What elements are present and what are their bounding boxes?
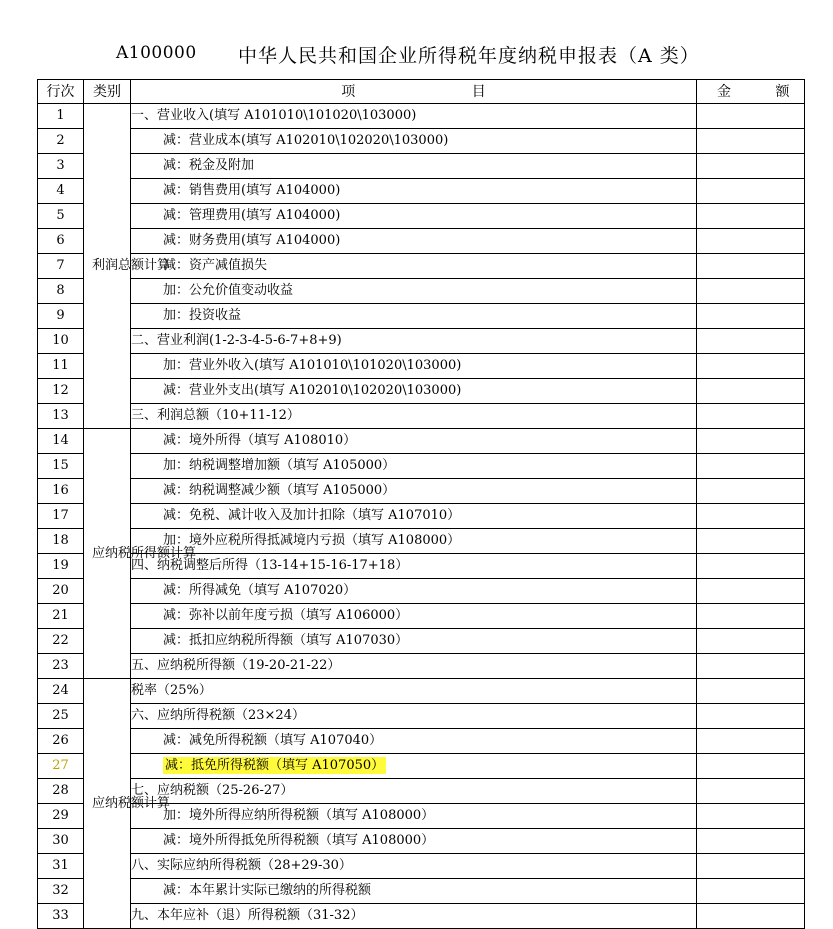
row-number-text: 21 [52, 608, 69, 623]
row-number [38, 229, 84, 254]
table-row [38, 604, 805, 629]
header-item-label: 项 目 [341, 83, 542, 100]
amount-cell[interactable] [697, 829, 805, 854]
table-row [38, 829, 805, 854]
amount-cell[interactable] [697, 854, 805, 879]
item-cell [131, 654, 697, 679]
amount-cell[interactable] [697, 779, 805, 804]
item-cell [131, 229, 697, 254]
item-label: 加：营业外收入(填写 A101010\101020\103000) [163, 358, 462, 373]
item-label: 减：减免所得税额（填写 A107040） [163, 733, 383, 748]
header-category: 类别 [84, 80, 131, 104]
row-number-text: 11 [52, 358, 69, 373]
row-number-text: 26 [52, 733, 69, 748]
category-label: 应纳税额计算 [92, 795, 171, 811]
item-label: 加：投资收益 [163, 308, 242, 323]
table-row [38, 104, 805, 129]
item-label: 减：抵扣应纳税所得额（填写 A107030） [163, 633, 409, 648]
item-cell [131, 629, 697, 654]
row-number [38, 629, 84, 654]
amount-cell[interactable] [697, 754, 805, 779]
item-cell [131, 304, 697, 329]
amount-cell[interactable] [697, 804, 805, 829]
row-number-text: 19 [52, 558, 69, 573]
item-label: 减：资产减值损失 [163, 258, 268, 273]
amount-cell[interactable] [697, 304, 805, 329]
row-number [38, 779, 84, 804]
item-cell [131, 379, 697, 404]
item-label: 税率（25%） [131, 683, 212, 698]
row-number [38, 329, 84, 354]
table-row [38, 879, 805, 904]
table-row [38, 304, 805, 329]
item-cell [131, 354, 697, 379]
table-row [38, 229, 805, 254]
table-row [38, 154, 805, 179]
item-cell [131, 604, 697, 629]
item-cell [131, 254, 697, 279]
row-number [38, 729, 84, 754]
item-cell [131, 579, 697, 604]
item-cell [131, 504, 697, 529]
item-cell [131, 729, 697, 754]
amount-cell[interactable] [697, 629, 805, 654]
row-number [38, 679, 84, 704]
row-number [38, 254, 84, 279]
amount-cell[interactable] [697, 329, 805, 354]
item-label: 减：境外所得抵免所得税额（填写 A108000） [163, 833, 435, 848]
amount-cell[interactable] [697, 504, 805, 529]
row-number [38, 129, 84, 154]
amount-cell[interactable] [697, 279, 805, 304]
row-number-text: 8 [56, 283, 65, 298]
item-cell [131, 154, 697, 179]
row-number [38, 754, 84, 779]
item-label: 加：境外所得应纳所得税额（填写 A108000） [163, 808, 435, 823]
item-cell [131, 529, 697, 554]
header-amount-label: 金 额 [717, 83, 810, 100]
row-number [38, 304, 84, 329]
row-number-text: 17 [52, 508, 69, 523]
row-number [38, 454, 84, 479]
form-code: A100000 [116, 43, 197, 63]
item-cell [131, 479, 697, 504]
form-title [0, 40, 833, 70]
item-cell [131, 754, 697, 779]
table-row [38, 729, 805, 754]
table-row [38, 429, 805, 454]
item-cell [131, 404, 697, 429]
row-number [38, 479, 84, 504]
row-number-text: 33 [52, 908, 69, 923]
row-number-text: 18 [52, 533, 69, 548]
row-number-text: 14 [52, 433, 69, 448]
item-label: 一、营业收入(填写 A101010\101020\103000) [131, 108, 417, 123]
item-label: 九、本年应补（退）所得税额（31-32） [131, 908, 364, 923]
amount-cell[interactable] [697, 104, 805, 129]
item-cell [131, 204, 697, 229]
item-label: 减：抵免所得税额（填写 A107050） [165, 758, 385, 773]
amount-cell[interactable] [697, 579, 805, 604]
item-cell [131, 454, 697, 479]
item-cell [131, 904, 697, 929]
amount-cell[interactable] [697, 654, 805, 679]
item-cell [131, 429, 697, 454]
amount-cell[interactable] [697, 879, 805, 904]
item-label: 减：财务费用(填写 A104000) [163, 233, 341, 248]
table-row [38, 554, 805, 579]
amount-cell[interactable] [697, 904, 805, 929]
row-number-text: 10 [52, 333, 69, 348]
amount-cell[interactable] [697, 679, 805, 704]
row-number [38, 504, 84, 529]
header-amount [697, 80, 810, 104]
item-cell [131, 879, 697, 904]
item-label: 二、营业利润(1-2-3-4-5-6-7+8+9) [131, 333, 342, 348]
item-label: 三、利润总额（10+11-12） [131, 408, 300, 423]
table-row [38, 754, 805, 779]
row-number-text: 22 [52, 633, 69, 648]
row-number [38, 854, 84, 879]
item-label: 减：税金及附加 [163, 158, 255, 173]
category-label: 利润总额计算 [92, 258, 171, 273]
item-label: 减：销售费用(填写 A104000) [163, 183, 341, 198]
item-label: 六、应纳所得税额（23×24） [131, 708, 305, 723]
amount-cell[interactable] [697, 254, 805, 279]
amount-cell[interactable] [697, 179, 805, 204]
table-header-row [38, 80, 805, 104]
row-number [38, 654, 84, 679]
row-number [38, 529, 84, 554]
row-number-text: 31 [52, 858, 69, 873]
row-number-text: 7 [56, 258, 65, 273]
row-number-text: 20 [52, 583, 69, 598]
table-row [38, 629, 805, 654]
row-number [38, 279, 84, 304]
table-row [38, 354, 805, 379]
item-cell [131, 129, 697, 154]
amount-cell[interactable] [697, 229, 805, 254]
amount-cell[interactable] [697, 604, 805, 629]
amount-cell[interactable] [697, 729, 805, 754]
amount-cell[interactable] [697, 379, 805, 404]
row-number [38, 879, 84, 904]
item-label: 加：境外应税所得抵减境内亏损（填写 A108000） [163, 533, 461, 548]
amount-cell[interactable] [697, 204, 805, 229]
row-number [38, 354, 84, 379]
item-cell [131, 329, 697, 354]
table-row [38, 379, 805, 404]
row-number-text: 4 [56, 183, 65, 198]
row-number [38, 579, 84, 604]
row-number-text: 24 [52, 683, 69, 698]
table-row [38, 854, 805, 879]
row-number [38, 704, 84, 729]
row-number [38, 554, 84, 579]
item-label: 减：本年累计实际已缴纳的所得税额 [163, 883, 372, 898]
row-number-text: 12 [52, 383, 69, 398]
row-number-text: 30 [52, 833, 69, 848]
row-number [38, 204, 84, 229]
row-number [38, 104, 84, 129]
item-label: 五、应纳税所得额（19-20-21-22） [131, 658, 341, 673]
item-cell [131, 829, 697, 854]
table-row [38, 329, 805, 354]
table-row [38, 704, 805, 729]
item-label: 减：营业外支出(填写 A102010\102020\103000) [163, 383, 462, 398]
item-label: 四、纳税调整后所得（13-14+15-16-17+18） [131, 558, 409, 573]
amount-cell[interactable] [697, 129, 805, 154]
row-number-text: 15 [52, 458, 69, 473]
amount-cell[interactable] [697, 529, 805, 554]
item-cell [131, 679, 697, 704]
row-number [38, 404, 84, 429]
table-row [38, 404, 805, 429]
item-cell [131, 854, 697, 879]
row-number-text: 1 [56, 108, 65, 123]
table-row [38, 654, 805, 679]
row-number-text: 16 [52, 483, 69, 498]
row-number [38, 804, 84, 829]
row-number [38, 829, 84, 854]
form-name: 中华人民共和国企业所得税年度纳税申报表（A 类） [238, 45, 700, 67]
category-cell [84, 429, 197, 679]
table-row [38, 179, 805, 204]
row-number [38, 179, 84, 204]
row-number-text: 32 [52, 883, 69, 898]
item-label: 减：免税、减计收入及加计扣除（填写 A107010） [163, 508, 461, 523]
amount-cell[interactable] [697, 479, 805, 504]
row-number-text: 27 [52, 758, 69, 773]
row-number [38, 379, 84, 404]
header-row-no: 行次 [38, 80, 84, 104]
item-label: 减：营业成本(填写 A102010\102020\103000) [163, 133, 449, 148]
item-label: 减：纳税调整减少额（填写 A105000） [163, 483, 396, 498]
table-body [38, 104, 805, 929]
category-label: 应纳税所得额计算 [92, 545, 197, 561]
item-cell [131, 704, 697, 729]
category-cell [84, 679, 171, 929]
row-number-text: 23 [52, 658, 69, 673]
item-label: 八、实际应纳所得税额（28+29-30） [131, 858, 352, 873]
item-label: 减：管理费用(填写 A104000) [163, 208, 341, 223]
item-cell [131, 804, 697, 829]
item-label: 加：公允价值变动收益 [163, 283, 294, 298]
item-label: 加：纳税调整增加额（填写 A105000） [163, 458, 396, 473]
table-row [38, 904, 805, 929]
item-cell [131, 779, 697, 804]
table-row [38, 579, 805, 604]
row-number-text: 28 [52, 783, 69, 798]
table-row [38, 679, 805, 704]
header-item [131, 80, 697, 104]
row-number-text: 29 [52, 808, 69, 823]
row-number-text: 3 [56, 158, 65, 173]
tax-return-table [37, 79, 810, 929]
amount-cell[interactable] [697, 404, 805, 429]
item-cell [131, 279, 697, 304]
row-number [38, 604, 84, 629]
row-number [38, 904, 84, 929]
table-row [38, 504, 805, 529]
table-row [38, 454, 805, 479]
item-cell [131, 104, 697, 129]
item-label: 减：所得减免（填写 A107020） [163, 583, 357, 598]
item-label: 减：弥补以前年度亏损（填写 A106000） [163, 608, 409, 623]
row-number-text: 2 [56, 133, 65, 148]
row-number-text: 5 [56, 208, 65, 223]
table-row [38, 279, 805, 304]
amount-cell[interactable] [697, 354, 805, 379]
category-cell [84, 104, 171, 429]
table-row [38, 479, 805, 504]
row-number-text: 25 [52, 708, 69, 723]
row-number [38, 429, 84, 454]
row-number [38, 154, 84, 179]
item-label: 减：境外所得（填写 A108010） [163, 433, 357, 448]
amount-cell[interactable] [697, 704, 805, 729]
row-number-text: 9 [56, 308, 65, 323]
table-row [38, 129, 805, 154]
item-cell [131, 179, 697, 204]
amount-cell[interactable] [697, 454, 805, 479]
row-number-text: 6 [56, 233, 65, 248]
item-cell [131, 554, 697, 579]
table-row [38, 204, 805, 229]
row-number-text: 13 [52, 408, 69, 423]
amount-cell[interactable] [697, 154, 805, 179]
item-label: 七、应纳税额（25-26-27） [131, 783, 294, 798]
amount-cell[interactable] [697, 554, 805, 579]
amount-cell[interactable] [697, 429, 805, 454]
